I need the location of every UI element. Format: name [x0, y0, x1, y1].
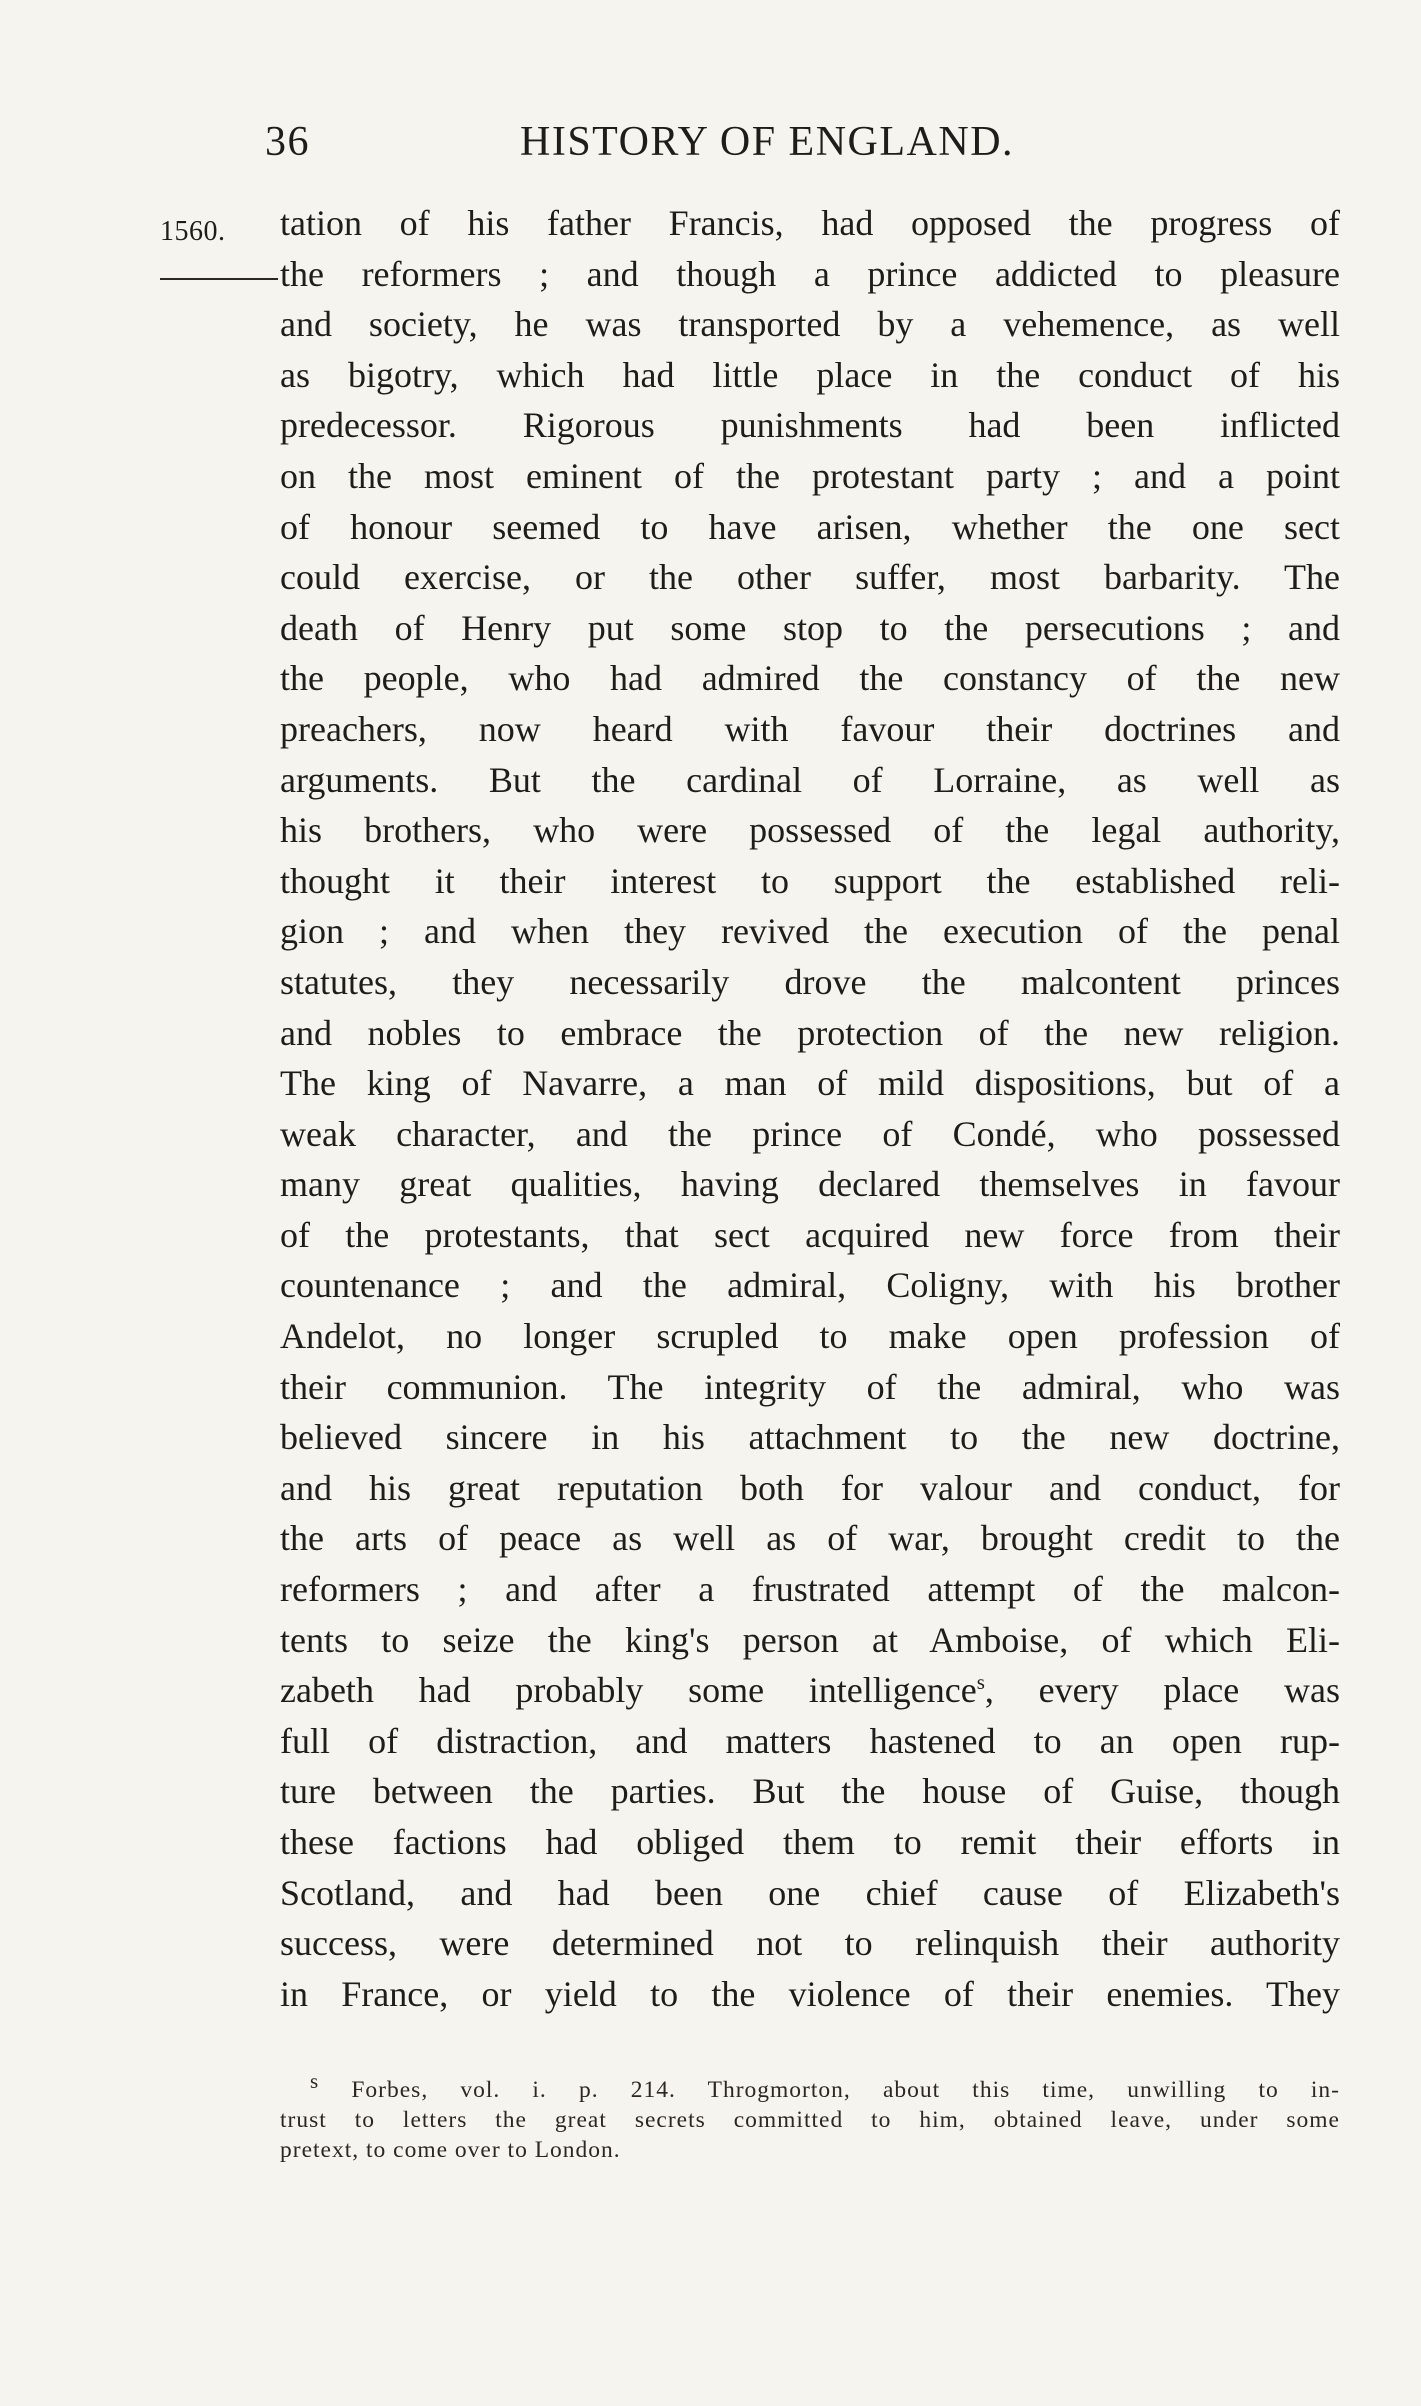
footnote-line: trust to letters the great secrets committed to him, obtained leave, under some [280, 2107, 1340, 2133]
text-line: and society, he was transported by a vehemence, as well [280, 304, 1340, 345]
text-line-start: zabeth had probably some intelligence [280, 1670, 977, 1711]
text-line-rest: , every place was [984, 1670, 1340, 1711]
footnote-reference[interactable]: s [976, 1670, 985, 1695]
text-line: the reformers ; and though a prince addicted to pleasure [280, 253, 1340, 294]
text-line: gion ; and when they revived the execution of the penal [280, 911, 1340, 952]
text-line: weak character, and the prince of Condé, who possessed [280, 1113, 1340, 1154]
text-line: tation of his father Francis, had opposed the progress of [280, 203, 1340, 243]
text-line: countenance ; and the admiral, Coligny, with his brother [280, 1265, 1340, 1306]
text-line: in France, or yield to the violence of their enemies. They [280, 1973, 1340, 2014]
text-line: of honour seemed to have arisen, whether the one sect [280, 506, 1340, 547]
text-line: Andelot, no longer scrupled to make open profession of [280, 1316, 1340, 1357]
text-line: the people, who had admired the constancy of the new [280, 658, 1340, 699]
text-line-with-footnote-ref [280, 1665, 1340, 1716]
running-head [265, 118, 1105, 178]
text-line: full of distraction, and matters hastened to an open rup- [280, 1720, 1340, 1761]
footnote-marker: s [310, 2069, 320, 2094]
text-line: thought it their interest to support the established reli- [280, 860, 1340, 901]
text-line: Scotland, and had been one chief cause of Elizabeth's [280, 1872, 1340, 1913]
footnote-text: Forbes, vol. i. p. 214. Throgmorton, about this time, unwilling to in- [351, 2077, 1340, 2103]
text-line: statutes, they necessarily drove the malcontent princes [280, 961, 1340, 1002]
text-line: arguments. But the cardinal of Lorraine, as well as [280, 759, 1340, 800]
text-line: believed sincere in his attachment to the new doctrine, [280, 1417, 1340, 1458]
margin-year-note: 1560. [160, 216, 226, 247]
text-line: death of Henry put some stop to the persecutions ; and [280, 607, 1340, 648]
text-line: tents to seize the king's person at Amboise, of which Eli- [280, 1619, 1340, 1660]
text-line: the arts of peace as well as of war, brought credit to the [280, 1518, 1340, 1559]
text-line: ture between the parties. But the house of Guise, though [280, 1771, 1340, 1812]
text-line: their communion. The integrity of the admiral, who was [280, 1366, 1340, 1407]
text-line: reformers ; and after a frustrated attempt of the malcon- [280, 1569, 1340, 1610]
footnote-line [280, 2069, 1340, 2105]
text-line: predecessor. Rigorous punishments had been inflicted [280, 405, 1340, 446]
text-line: these factions had obliged them to remit their efforts in [280, 1822, 1340, 1862]
text-line: The king of Navarre, a man of mild dispositions, but of a [280, 1063, 1340, 1104]
running-title: HISTORY OF ENGLAND. [520, 119, 1015, 165]
text-line: and nobles to embrace the protection of the new religion. [280, 1012, 1340, 1053]
text-line: and his great reputation both for valour and conduct, for [280, 1467, 1340, 1508]
footnote [280, 2069, 1340, 2165]
text-line: could exercise, or the other suffer, most barbarity. The [280, 557, 1340, 598]
margin-rule [160, 278, 278, 280]
footnote-line: pretext, to come over to London. [280, 2137, 621, 2163]
text-line: of the protestants, that sect acquired new force from their [280, 1214, 1340, 1255]
text-line: success, were determined not to relinquish their authority [280, 1923, 1340, 1964]
page-number: 36 [265, 119, 310, 165]
body-text [280, 198, 1340, 2019]
text-line: his brothers, who were possessed of the legal authority, [280, 810, 1340, 851]
text-line: preachers, now heard with favour their doctrines and [280, 708, 1340, 749]
text-line: many great qualities, having declared themselves in favour [280, 1164, 1340, 1205]
text-line: on the most eminent of the protestant party ; and a point [280, 455, 1340, 496]
text-line: as bigotry, which had little place in the conduct of his [280, 354, 1340, 395]
